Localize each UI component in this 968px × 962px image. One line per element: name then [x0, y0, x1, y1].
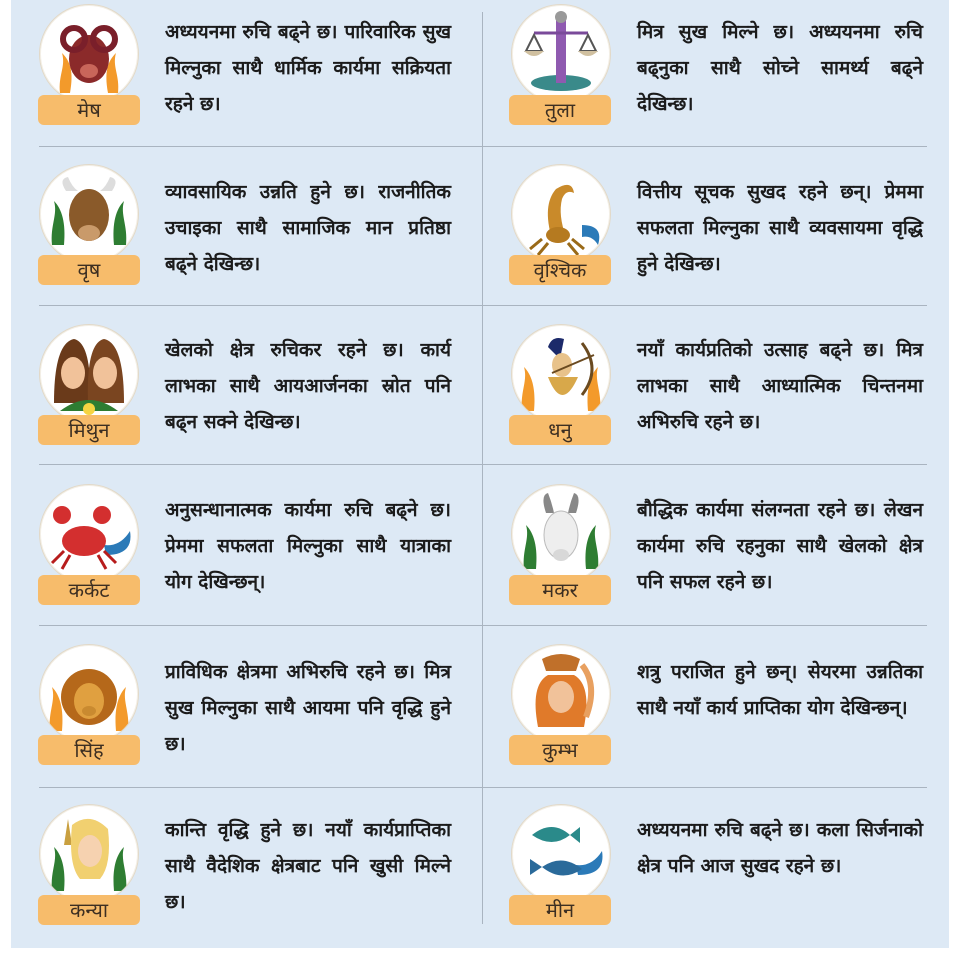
sign-name: मकर [509, 575, 611, 605]
crab-icon [39, 484, 139, 584]
sign-name: कन्या [38, 895, 140, 925]
horoscope-text: वित्तीय सूचक सुखद रहने छन्। प्रेममा सफलता मिल्नुका साथै व्यवसायमा वृद्धि हुने देखिन्छ। [637, 181, 923, 275]
sign-name: वृश्चिक [509, 255, 611, 285]
horoscope-text: शत्रु पराजित हुने छन्। सेयरमा उन्नतिका साथै नयाँ कार्य प्राप्तिका योग देखिन्छन्। [637, 661, 923, 719]
row-divider [39, 787, 927, 788]
water-bearer-icon [511, 644, 611, 744]
horoscope-text: बौद्धिक कार्यमा संलग्नता रहने छ। लेखन कार्यमा रुचि रहनुका साथै खेलको क्षेत्र पनि सफल रहने छ। [637, 499, 923, 593]
lion-icon [39, 644, 139, 744]
goat-icon [511, 484, 611, 584]
maiden-icon [39, 804, 139, 904]
horoscope-panel [11, 0, 949, 948]
ram-icon [39, 4, 139, 104]
archer-icon [511, 324, 611, 424]
horoscope-text: प्राविधिक क्षेत्रमा अभिरुचि रहने छ। मित्र सुख मिल्नुका साथै आयमा पनि वृद्धि हुने छ। [165, 661, 451, 755]
twins-icon [39, 324, 139, 424]
sign-name: कुम्भ [509, 735, 611, 765]
horoscope-text: खेलको क्षेत्र रुचिकर रहने छ। कार्य लाभका साथै आयआर्जनका स्रोत पनि बढ्न सक्ने देखिन्छ। [165, 339, 451, 433]
horoscope-text: नयाँ कार्यप्रतिको उत्साह बढ्ने छ। मित्र लाभका साथै आध्यात्मिक चिन्तनमा अभिरुचि रहने छ। [637, 339, 923, 433]
horoscope-text: व्यावसायिक उन्नति हुने छ। राजनीतिक उचाइका साथै सामाजिक मान प्रतिष्ठा बढ्ने देखिन्छ। [165, 181, 451, 275]
horoscope-text: मित्र सुख मिल्ने छ। अध्ययनमा रुचि बढ्नुका साथै सोच्ने सामर्थ्य बढ्ने देखिन्छ। [637, 21, 923, 115]
horoscope-text: अध्ययनमा रुचि बढ्ने छ। कला सिर्जनाको क्षेत्र पनि आज सुखद रहने छ। [637, 819, 923, 877]
sign-name: तुला [509, 95, 611, 125]
horoscope-text: कान्ति वृद्धि हुने छ। नयाँ कार्यप्राप्तिका साथै वैदेशिक क्षेत्रबाट पनि खुसी मिल्ने छ। [165, 819, 451, 913]
horoscope-text: अध्ययनमा रुचि बढ्ने छ। पारिवारिक सुख मिल्नुका साथै धार्मिक कार्यमा सक्रियता रहने छ। [165, 21, 451, 115]
sign-name: वृष [38, 255, 140, 285]
row-divider [39, 464, 927, 465]
scales-icon [511, 4, 611, 104]
fish-icon [511, 804, 611, 904]
sign-name: धनु [509, 415, 611, 445]
row-divider [39, 305, 927, 306]
sign-name: सिंह [38, 735, 140, 765]
row-divider [39, 146, 927, 147]
bull-icon [39, 164, 139, 264]
sign-name: मेष [38, 95, 140, 125]
row-divider [39, 625, 927, 626]
sign-name: मीन [509, 895, 611, 925]
sign-name: कर्कट [38, 575, 140, 605]
horoscope-text: अनुसन्धानात्मक कार्यमा रुचि बढ्ने छ। प्रेममा सफलता मिल्नुका साथै यात्राका योग देखिन्छन्। [165, 499, 451, 593]
sign-name: मिथुन [38, 415, 140, 445]
scorpion-icon [511, 164, 611, 264]
